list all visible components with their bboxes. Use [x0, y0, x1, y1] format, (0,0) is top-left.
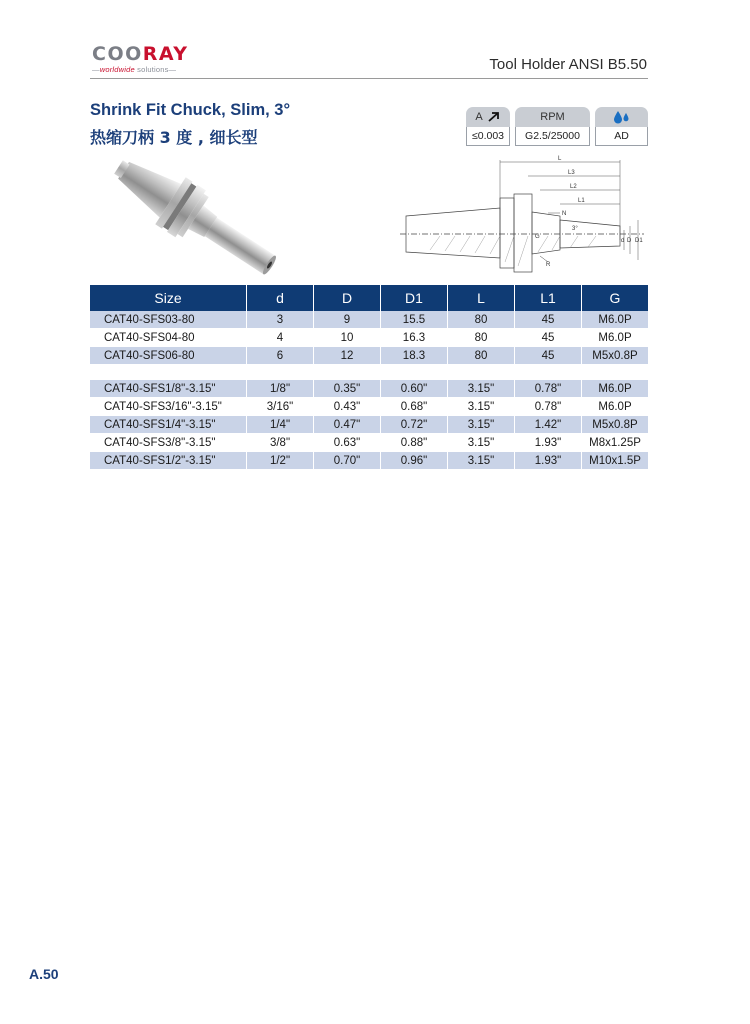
section-title: Tool Holder ANSI B5.50: [489, 56, 647, 73]
cell-G: M6.0P: [582, 311, 648, 329]
spec-rpm-label: RPM: [515, 107, 590, 127]
cell-d: 3/16": [247, 398, 314, 416]
dim-label-R: R: [546, 262, 551, 268]
cell-size: CAT40-SFS1/4"-3.15": [90, 416, 247, 434]
page-number: A.50: [29, 966, 59, 982]
header-divider: [90, 78, 648, 79]
product-photo: [104, 150, 286, 282]
coolant-drops-icon: [613, 109, 631, 125]
cell-size: CAT40-SFS1/8"-3.15": [90, 380, 247, 398]
dim-label-L2: L2: [570, 184, 577, 190]
dim-label-L1: L1: [578, 198, 585, 204]
cell-L: 80: [448, 311, 515, 329]
cell-D: 0.47": [314, 416, 381, 434]
cell-d: 3/8": [247, 434, 314, 452]
product-title-en: Shrink Fit Chuck, Slim, 3°: [90, 101, 291, 119]
cell-D1: 16.3: [381, 329, 448, 347]
cell-L1: 1.93": [515, 452, 582, 470]
cell-D: 0.43": [314, 398, 381, 416]
cell-D: 0.35": [314, 380, 381, 398]
cell-D1: 18.3: [381, 347, 448, 365]
cell-d: 6: [247, 347, 314, 365]
cell-D1: 0.96": [381, 452, 448, 470]
dim-label-d: d: [621, 238, 625, 244]
cell-L: 3.15": [448, 452, 515, 470]
cell-G: M6.0P: [582, 329, 648, 347]
cell-L1: 45: [515, 329, 582, 347]
col-header-L1: L1: [515, 285, 582, 311]
cell-size: CAT40-SFS06-80: [90, 347, 247, 365]
cell-D1: 0.88": [381, 434, 448, 452]
dim-label-D1: D1: [635, 238, 643, 244]
cell-d: 1/8": [247, 380, 314, 398]
cell-size: CAT40-SFS03-80: [90, 311, 247, 329]
spec-coolant: [595, 107, 648, 146]
table-row: [90, 452, 648, 470]
cell-d: 3: [247, 311, 314, 329]
cell-D: 10: [314, 329, 381, 347]
cell-size: CAT40-SFS04-80: [90, 329, 247, 347]
cell-L1: 45: [515, 347, 582, 365]
cell-G: M10x1.5P: [582, 452, 648, 470]
cell-L1: 1.42": [515, 416, 582, 434]
brand-logo: [92, 44, 202, 78]
cell-L: 3.15": [448, 398, 515, 416]
runout-arrow-icon: [487, 111, 501, 123]
cell-G: M6.0P: [582, 398, 648, 416]
table-spacer-row: [90, 365, 648, 380]
spec-coolant-value: AD: [595, 127, 648, 146]
cell-d: 1/4": [247, 416, 314, 434]
technical-drawing: [400, 150, 648, 280]
cell-L: 3.15": [448, 434, 515, 452]
col-header-L: L: [448, 285, 515, 311]
dim-label-G: G: [535, 234, 540, 240]
cell-D: 0.63": [314, 434, 381, 452]
brand-name: COORAY: [92, 43, 189, 65]
col-header-D1: D1: [381, 285, 448, 311]
dim-label-L3: L3: [568, 170, 575, 176]
cell-D1: 0.68": [381, 398, 448, 416]
spec-rpm: [515, 107, 590, 146]
cell-L: 80: [448, 347, 515, 365]
table-header-row: [90, 285, 648, 311]
dim-label-N: N: [562, 211, 567, 217]
table-row: [90, 380, 648, 398]
cell-L: 80: [448, 329, 515, 347]
spec-table: [90, 285, 648, 470]
spec-rpm-value: G2.5/25000: [515, 127, 590, 146]
table-row: [90, 329, 648, 347]
cell-L1: 1.93": [515, 434, 582, 452]
cell-d: 1/2": [247, 452, 314, 470]
cell-G: M6.0P: [582, 380, 648, 398]
cell-L: 3.15": [448, 416, 515, 434]
cell-D: 12: [314, 347, 381, 365]
table-row: [90, 434, 648, 452]
cell-L: 3.15": [448, 380, 515, 398]
col-header-size: Size: [90, 285, 247, 311]
col-header-D: D: [314, 285, 381, 311]
cell-size: CAT40-SFS3/8"-3.15": [90, 434, 247, 452]
brand-tagline: —worldwide solutions—: [92, 65, 177, 74]
table-row: [90, 347, 648, 365]
cell-L1: 45: [515, 311, 582, 329]
cell-D: 0.70": [314, 452, 381, 470]
table-row: [90, 416, 648, 434]
cell-size: CAT40-SFS1/2"-3.15": [90, 452, 247, 470]
dim-label-L: L: [558, 156, 562, 162]
col-header-d: d: [247, 285, 314, 311]
cell-D: 9: [314, 311, 381, 329]
dim-label-angle: 3°: [572, 226, 578, 232]
table-row: [90, 311, 648, 329]
cell-d: 4: [247, 329, 314, 347]
spec-accuracy: [466, 107, 510, 146]
spec-accuracy-label: A: [475, 111, 483, 123]
product-title-cn: 热缩刀柄 3 度 , 细长型: [90, 128, 258, 147]
cell-D1: 0.72": [381, 416, 448, 434]
dim-label-D: D: [627, 238, 632, 244]
cell-G: M8x1.25P: [582, 434, 648, 452]
cell-D1: 0.60": [381, 380, 448, 398]
cell-D1: 15.5: [381, 311, 448, 329]
cell-G: M5x0.8P: [582, 416, 648, 434]
col-header-G: G: [582, 285, 648, 311]
cell-L1: 0.78": [515, 398, 582, 416]
cell-G: M5x0.8P: [582, 347, 648, 365]
cell-size: CAT40-SFS3/16"-3.15": [90, 398, 247, 416]
cell-L1: 0.78": [515, 380, 582, 398]
spec-accuracy-value: ≤0.003: [466, 127, 510, 146]
table-row: [90, 398, 648, 416]
